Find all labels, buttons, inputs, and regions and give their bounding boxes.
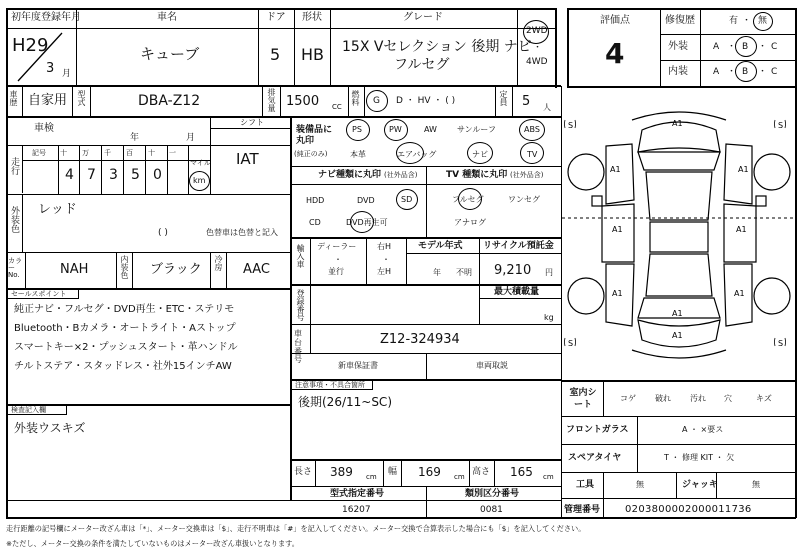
shift-label: シフト: [240, 118, 264, 127]
warranty-label: 新車保証書: [338, 361, 378, 370]
mileage-digit: 5: [131, 167, 140, 183]
eq-tv: TV: [527, 150, 538, 159]
equipment-label: 装備品に丸印: [296, 125, 333, 147]
a1-mark: A1: [612, 225, 623, 234]
chassis-value: Z12-324934: [380, 332, 460, 347]
eq-ps: PS: [352, 125, 362, 134]
import-label: 輸入車: [296, 244, 305, 268]
registration-label: 登録番号: [296, 289, 305, 321]
interior-color-label: 内装色: [120, 255, 129, 279]
body-type: HB: [301, 45, 325, 64]
glass-value: A ・ ×要ス: [682, 425, 724, 434]
interior-label: 内装: [668, 66, 688, 77]
mileage-digit-label: 十: [148, 149, 155, 157]
color-no-value: NAH: [60, 262, 89, 277]
weight-unit: kg: [544, 313, 554, 322]
eq-pw: PW: [389, 125, 402, 134]
exterior-a: A: [713, 42, 720, 52]
s-mark-fl: S: [568, 121, 574, 130]
type-no-value: 16207: [342, 505, 371, 515]
body-label: 形状: [302, 12, 322, 23]
recycle-value: 9,210: [494, 263, 532, 278]
navi-sd: SD: [401, 195, 413, 204]
mileage-label: 走行: [9, 157, 19, 175]
mileage-digit: 7: [87, 167, 96, 183]
navi-types-label: ナビ種類に丸印: [318, 170, 382, 180]
ac-label: 冷房: [214, 255, 223, 271]
km-label: km: [193, 176, 206, 185]
model-value: DBA-Z12: [138, 93, 201, 109]
first-reg-year: H29: [12, 35, 49, 56]
mileage-sub-label: 記号: [32, 149, 46, 157]
car-outline: [562, 100, 796, 378]
interior-dot2: ・: [758, 67, 768, 77]
jack-value: 無: [752, 480, 760, 489]
mileage-digit: 3: [109, 167, 118, 183]
a1-mark: A1: [738, 165, 749, 174]
navi-cd: CD: [309, 218, 321, 227]
a1-mark: A1: [672, 119, 683, 128]
fuel-label: 燃料: [351, 90, 360, 106]
car-name-label: 車名: [157, 12, 177, 23]
width-unit: cm: [454, 473, 465, 481]
inspector-label: 検査記入欄: [11, 406, 46, 414]
notes-label: 注意事項・不具合箇所: [295, 381, 365, 389]
repair-label: 修復歴: [665, 15, 695, 26]
spare-label: スペアタイヤ: [568, 453, 622, 463]
drive-4wd: 4WD: [526, 57, 548, 67]
import-dot2: ・: [382, 255, 390, 264]
model-label: 型式: [77, 90, 86, 106]
tv-types-label: TV 種類に丸印: [446, 170, 508, 180]
tools-value: 無: [636, 480, 644, 489]
spare-value: T ・ 修理 KIT ・ 欠: [664, 453, 735, 462]
manual-label: 車両取説: [476, 361, 508, 370]
usage-label: 車歴: [9, 90, 18, 106]
seat-item: 汚れ: [690, 394, 706, 403]
sales-point-line: チルトステア・スタッドレス・社外15インチAW: [14, 361, 232, 372]
notes-value: 後期(26/11~SC): [298, 395, 392, 409]
a1-mark: A1: [672, 331, 683, 340]
a1-mark: A1: [734, 289, 745, 298]
import-dot1: ・: [334, 255, 342, 264]
model-year-value: 不明: [456, 268, 472, 277]
door-label: ドア: [266, 12, 286, 23]
navi-types-sub: (社外品含): [384, 171, 418, 179]
eq-airbag: エアバッグ: [397, 150, 437, 159]
exterior-b: B: [742, 42, 749, 52]
capacity-value: 5: [522, 94, 531, 109]
import-parallel: 並行: [328, 267, 344, 276]
cc-unit: CC: [332, 103, 342, 111]
glass-label: フロントガラス: [566, 425, 629, 435]
first-reg-label: 初年度登録年月: [11, 12, 81, 23]
height-unit: cm: [543, 473, 554, 481]
cc-label: 排気量: [267, 88, 276, 112]
import-left: 左H: [377, 267, 392, 276]
usage-value: 自家用: [28, 93, 68, 108]
mileage-digit-label: 百: [126, 149, 133, 157]
chassis-label: 車台番号: [294, 329, 302, 365]
seat-item: コゲ: [620, 394, 636, 403]
mileage-digit-label: 十: [60, 149, 67, 157]
tools-label: 工具: [576, 480, 595, 490]
model-year-label: モデル年式: [418, 241, 463, 251]
exterior-c: C: [771, 42, 778, 52]
footer-line1: 走行距離の記号欄にメーター改ざん車は「*」、メーター交換車は「$」、走行不明車は「#」を記入してください。メーター交換で合算表示した場合にも「$」を記入してください。: [6, 524, 586, 533]
equipment-sub: (純正のみ): [294, 150, 328, 158]
shift-value: IAT: [236, 150, 259, 168]
exterior-color-value: レッド: [38, 202, 77, 217]
navi-dvd: DVD: [357, 196, 375, 205]
color-paren: ( ): [158, 228, 168, 238]
class-no-label: 類別区分番号: [465, 489, 520, 499]
a1-mark: A1: [610, 165, 621, 174]
length-label: 長さ: [294, 467, 313, 477]
eq-abs: ABS: [524, 125, 540, 134]
inspection-month: 月: [186, 133, 196, 143]
seat-item: キズ: [756, 394, 772, 403]
score-label: 評価点: [600, 15, 630, 26]
seat-label: 室内シート: [569, 388, 597, 410]
interior-a: A: [713, 67, 720, 77]
eq-sunroof: サンルーフ: [457, 125, 496, 134]
inspection-year: 年: [130, 133, 140, 143]
import-right: 右H: [377, 242, 392, 251]
eq-leather: 本革: [350, 150, 366, 159]
inspector-text: 外装ウスキズ: [14, 421, 86, 435]
interior-c: C: [771, 67, 778, 77]
drive-2wd: 2WD: [526, 26, 548, 36]
s-mark-fr: S: [778, 121, 784, 130]
inspection-label: 車検: [34, 123, 54, 134]
weight-label: 最大積載量: [494, 287, 540, 297]
a1-mark: A1: [612, 289, 623, 298]
sales-point-line: 純正ナビ・フルセグ・DVD再生・ETC・ステリモ: [14, 304, 235, 315]
height-value: 165: [510, 465, 533, 479]
grade-line2: フルセグ: [394, 57, 450, 73]
type-no-label: 型式指定番号: [330, 489, 385, 499]
drive-dot: ・: [533, 43, 543, 53]
interior-b: B: [742, 67, 749, 77]
mileage-digit-label: 万: [82, 149, 89, 157]
sales-point-line: スマートキー×2・プッシュスタート・革ハンドル: [14, 342, 238, 353]
mileage-digit-label: 千: [104, 149, 111, 157]
tv-oneseg: ワンセグ: [508, 195, 540, 204]
seat-item: 穴: [724, 394, 732, 403]
exterior-color-label: 外装色: [9, 206, 19, 233]
ac-value: AAC: [243, 262, 270, 277]
sales-point-line: Bluetooth・Bカメラ・オートライト・Aストップ: [14, 323, 236, 334]
seat-item: 破れ: [655, 394, 671, 403]
mileage-digit: 4: [65, 167, 74, 183]
jack-label: ジャッキ: [682, 480, 718, 490]
repair-yes: 有: [729, 16, 739, 26]
capacity-unit: 人: [543, 103, 551, 112]
s-mark-rl: S: [568, 339, 574, 348]
sales-points-label: セールスポイント: [11, 290, 67, 298]
recycle-unit: 円: [545, 268, 553, 277]
interior-dot1: ・: [727, 67, 737, 77]
mgmt-label: 管理番号: [564, 505, 601, 515]
eq-aw: AW: [424, 125, 437, 134]
width-label: 幅: [388, 467, 398, 477]
exterior-label: 外装: [668, 41, 688, 52]
navi-hdd: HDD: [306, 196, 325, 205]
car-name: キューブ: [140, 45, 200, 63]
mileage-digit: 0: [153, 167, 162, 183]
a1-mark: A1: [672, 309, 683, 318]
mgmt-value: 0203800002000011736: [625, 504, 752, 515]
color-change-note: 色替車は色替と記入: [206, 228, 278, 237]
height-label: 高さ: [472, 467, 491, 477]
fuel-g: G: [373, 96, 380, 106]
tv-fullseg: フルセグ: [452, 195, 484, 204]
score-value: 4: [605, 37, 625, 70]
mileage-digit-label: 一: [169, 149, 176, 157]
recycle-label: リサイクル預託金: [483, 241, 554, 251]
capacity-label: 定員: [499, 90, 508, 106]
tv-types-sub: (社外品含): [510, 171, 544, 179]
grade-line1: 15X Vセレクション 後期 ナビ: [342, 39, 532, 55]
s-mark-rr: S: [778, 339, 784, 348]
eq-navi: ナビ: [472, 150, 488, 159]
car-damage-diagram: [562, 100, 796, 378]
cc-value: 1500: [286, 94, 320, 109]
length-unit: cm: [366, 473, 377, 481]
tv-analog: アナログ: [454, 218, 486, 227]
exterior-dot2: ・: [758, 42, 768, 52]
first-reg-month: 3: [46, 61, 55, 76]
footer-line2: ※ただし、メーター交換の条件を満たしていないものはメーター改ざん車扱いとなります。: [6, 539, 299, 548]
door-count: 5: [270, 45, 281, 64]
length-value: 389: [330, 465, 353, 479]
repair-no: 無: [758, 16, 768, 26]
navi-dvd-play: DVD再生可: [346, 218, 388, 227]
width-value: 169: [418, 465, 441, 479]
interior-color-value: ブラック: [150, 262, 202, 277]
repair-dot: ・: [742, 16, 752, 26]
month-unit: 月: [62, 69, 72, 79]
color-no-label: カラーNo.: [8, 257, 22, 279]
exterior-dot1: ・: [727, 42, 737, 52]
a1-mark: A1: [736, 225, 747, 234]
mile-label: マイル: [190, 159, 211, 167]
model-year-year: 年: [433, 268, 441, 277]
grade-label: グレード: [403, 12, 443, 23]
fuel-other: D ・ HV ・ ( ): [396, 96, 456, 106]
class-no-value: 0081: [480, 505, 503, 515]
import-dealer: ディーラー: [317, 242, 357, 251]
